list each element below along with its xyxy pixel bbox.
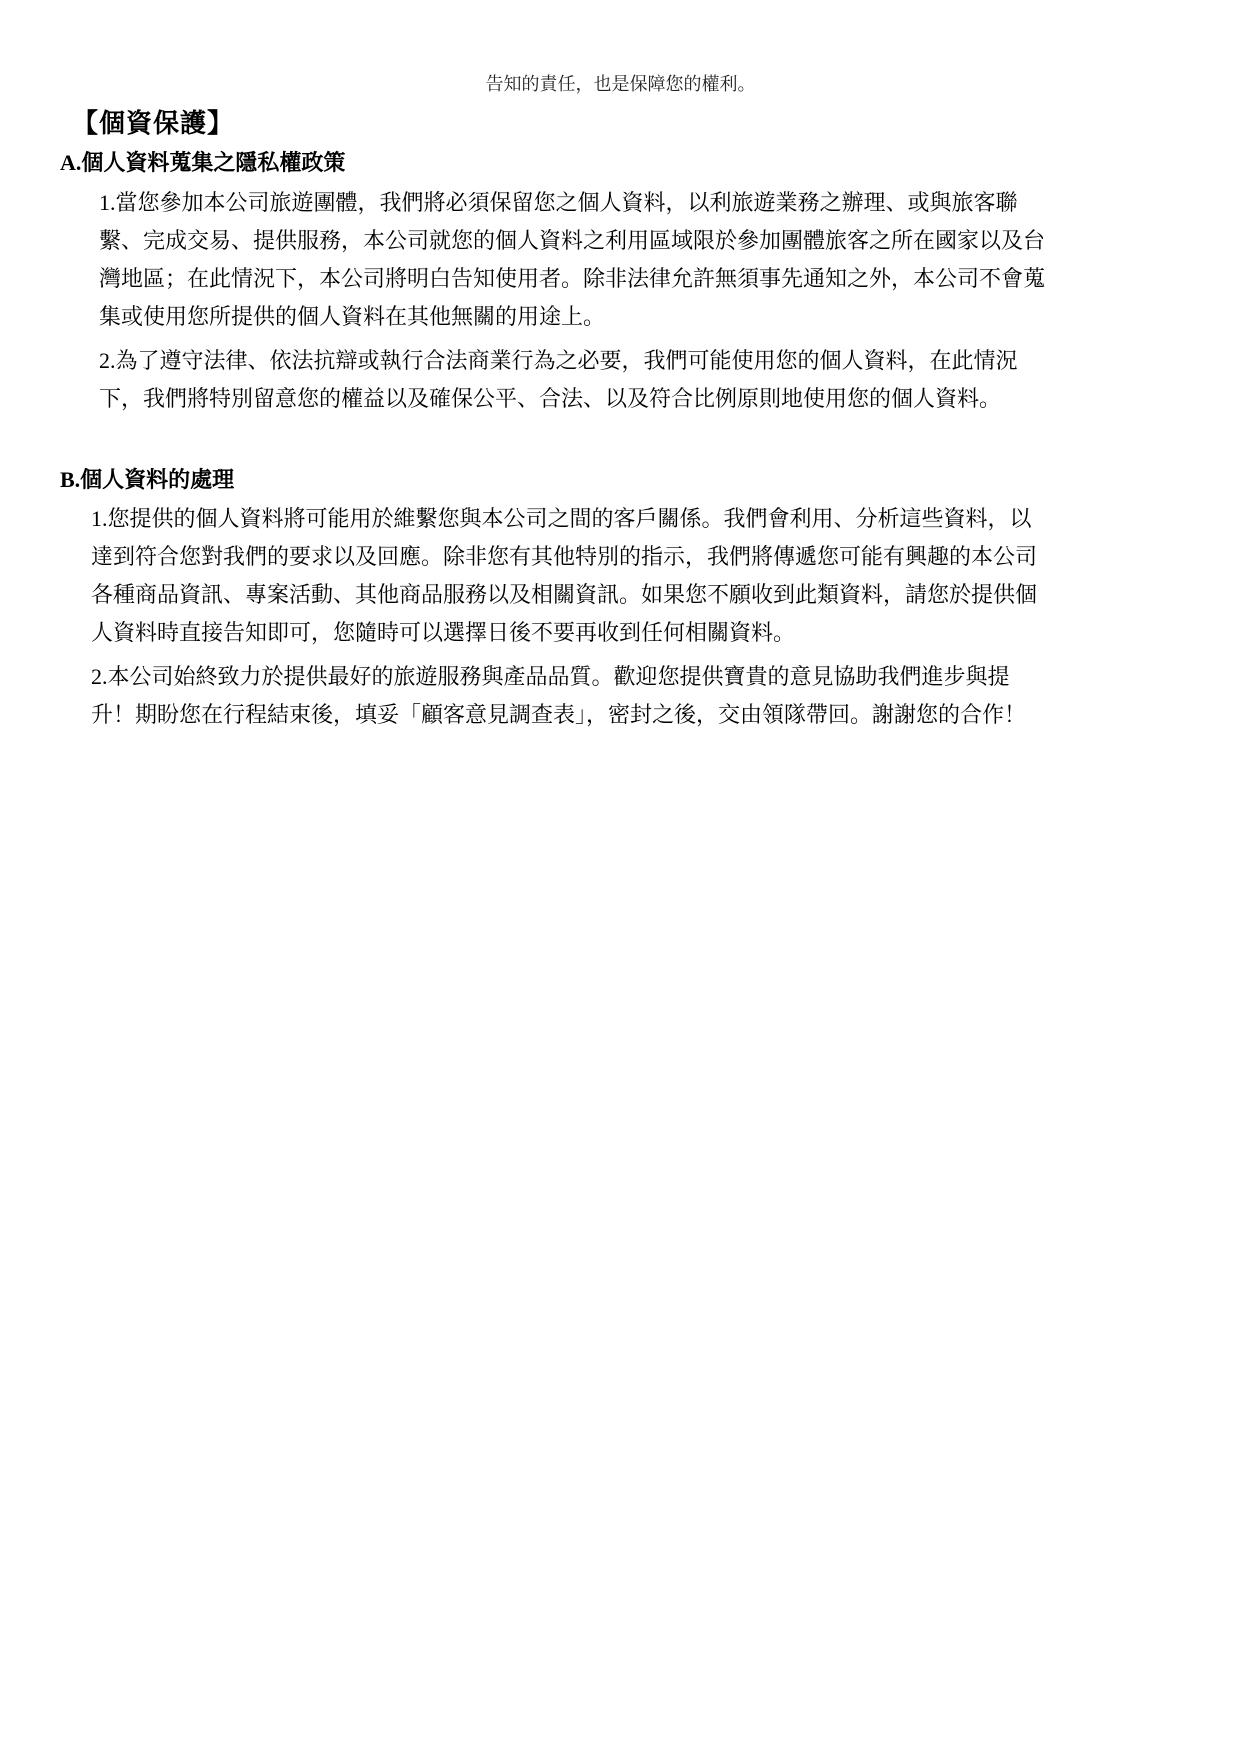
top-note: 告知的責任，也是保障您的權利。 [485,74,756,95]
paragraph-line: 繫、完成交易、提供服務，本公司就您的個人資料之利用區域限於參加團體旅客之所在國家以及台 [99,228,1046,253]
paragraph-line: 各種商品資訊、專案活動、其他商品服務以及相關資訊。如果您不願收到此類資料，請您於提供個 [91,582,1038,607]
paragraph-line: 人資料時直接告知即可，您隨時可以選擇日後不要再收到任何相關資料。 [91,620,796,645]
paragraph-line: 2.為了遵守法律、依法抗辯或執行合法商業行為之必要，我們可能使用您的個人資料，在此情況 [99,348,1018,373]
paragraph-line: 灣地區；在此情況下，本公司將明白告知使用者。除非法律允許無須事先通知之外，本公司不會蒐 [99,266,1046,291]
subheading-b: B.個人資料的處理 [60,467,235,492]
paragraph-a1 [99,184,1045,336]
paragraph-b2 [91,658,1026,734]
paragraph-line: 1.您提供的個人資料將可能用於維繫您與本公司之間的客戶關係。我們會利用、分析這些資料，以 [91,506,1032,531]
paragraph-b1 [91,500,1037,652]
paragraph-a2 [99,342,1018,418]
subheading-a: A.個人資料蒐集之隱私權政策 [60,150,346,175]
paragraph-line: 達到符合您對我們的要求以及回應。除非您有其他特別的指示，我們將傳遞您可能有興趣的本公司 [91,544,1038,569]
section-title: 【個資保護】 [72,109,235,139]
paragraph-line: 升！期盼您在行程結束後，填妥「顧客意見調查表」，密封之後，交由領隊帶回。謝謝您的合作！ [91,702,1027,727]
paragraph-line: 集或使用您所提供的個人資料在其他無關的用途上。 [99,304,606,329]
paragraph-line: 2.本公司始終致力於提供最好的旅遊服務與產品品質。歡迎您提供寶貴的意見協助我們進步與提 [91,664,1010,689]
paragraph-line: 1.當您參加本公司旅遊團體，我們將必須保留您之個人資料，以利旅遊業務之辦理、或與旅客聯 [99,190,1018,215]
paragraph-line: 下，我們將特別留意您的權益以及確保公平、合法、以及符合比例原則地使用您的個人資料。 [99,386,1002,411]
